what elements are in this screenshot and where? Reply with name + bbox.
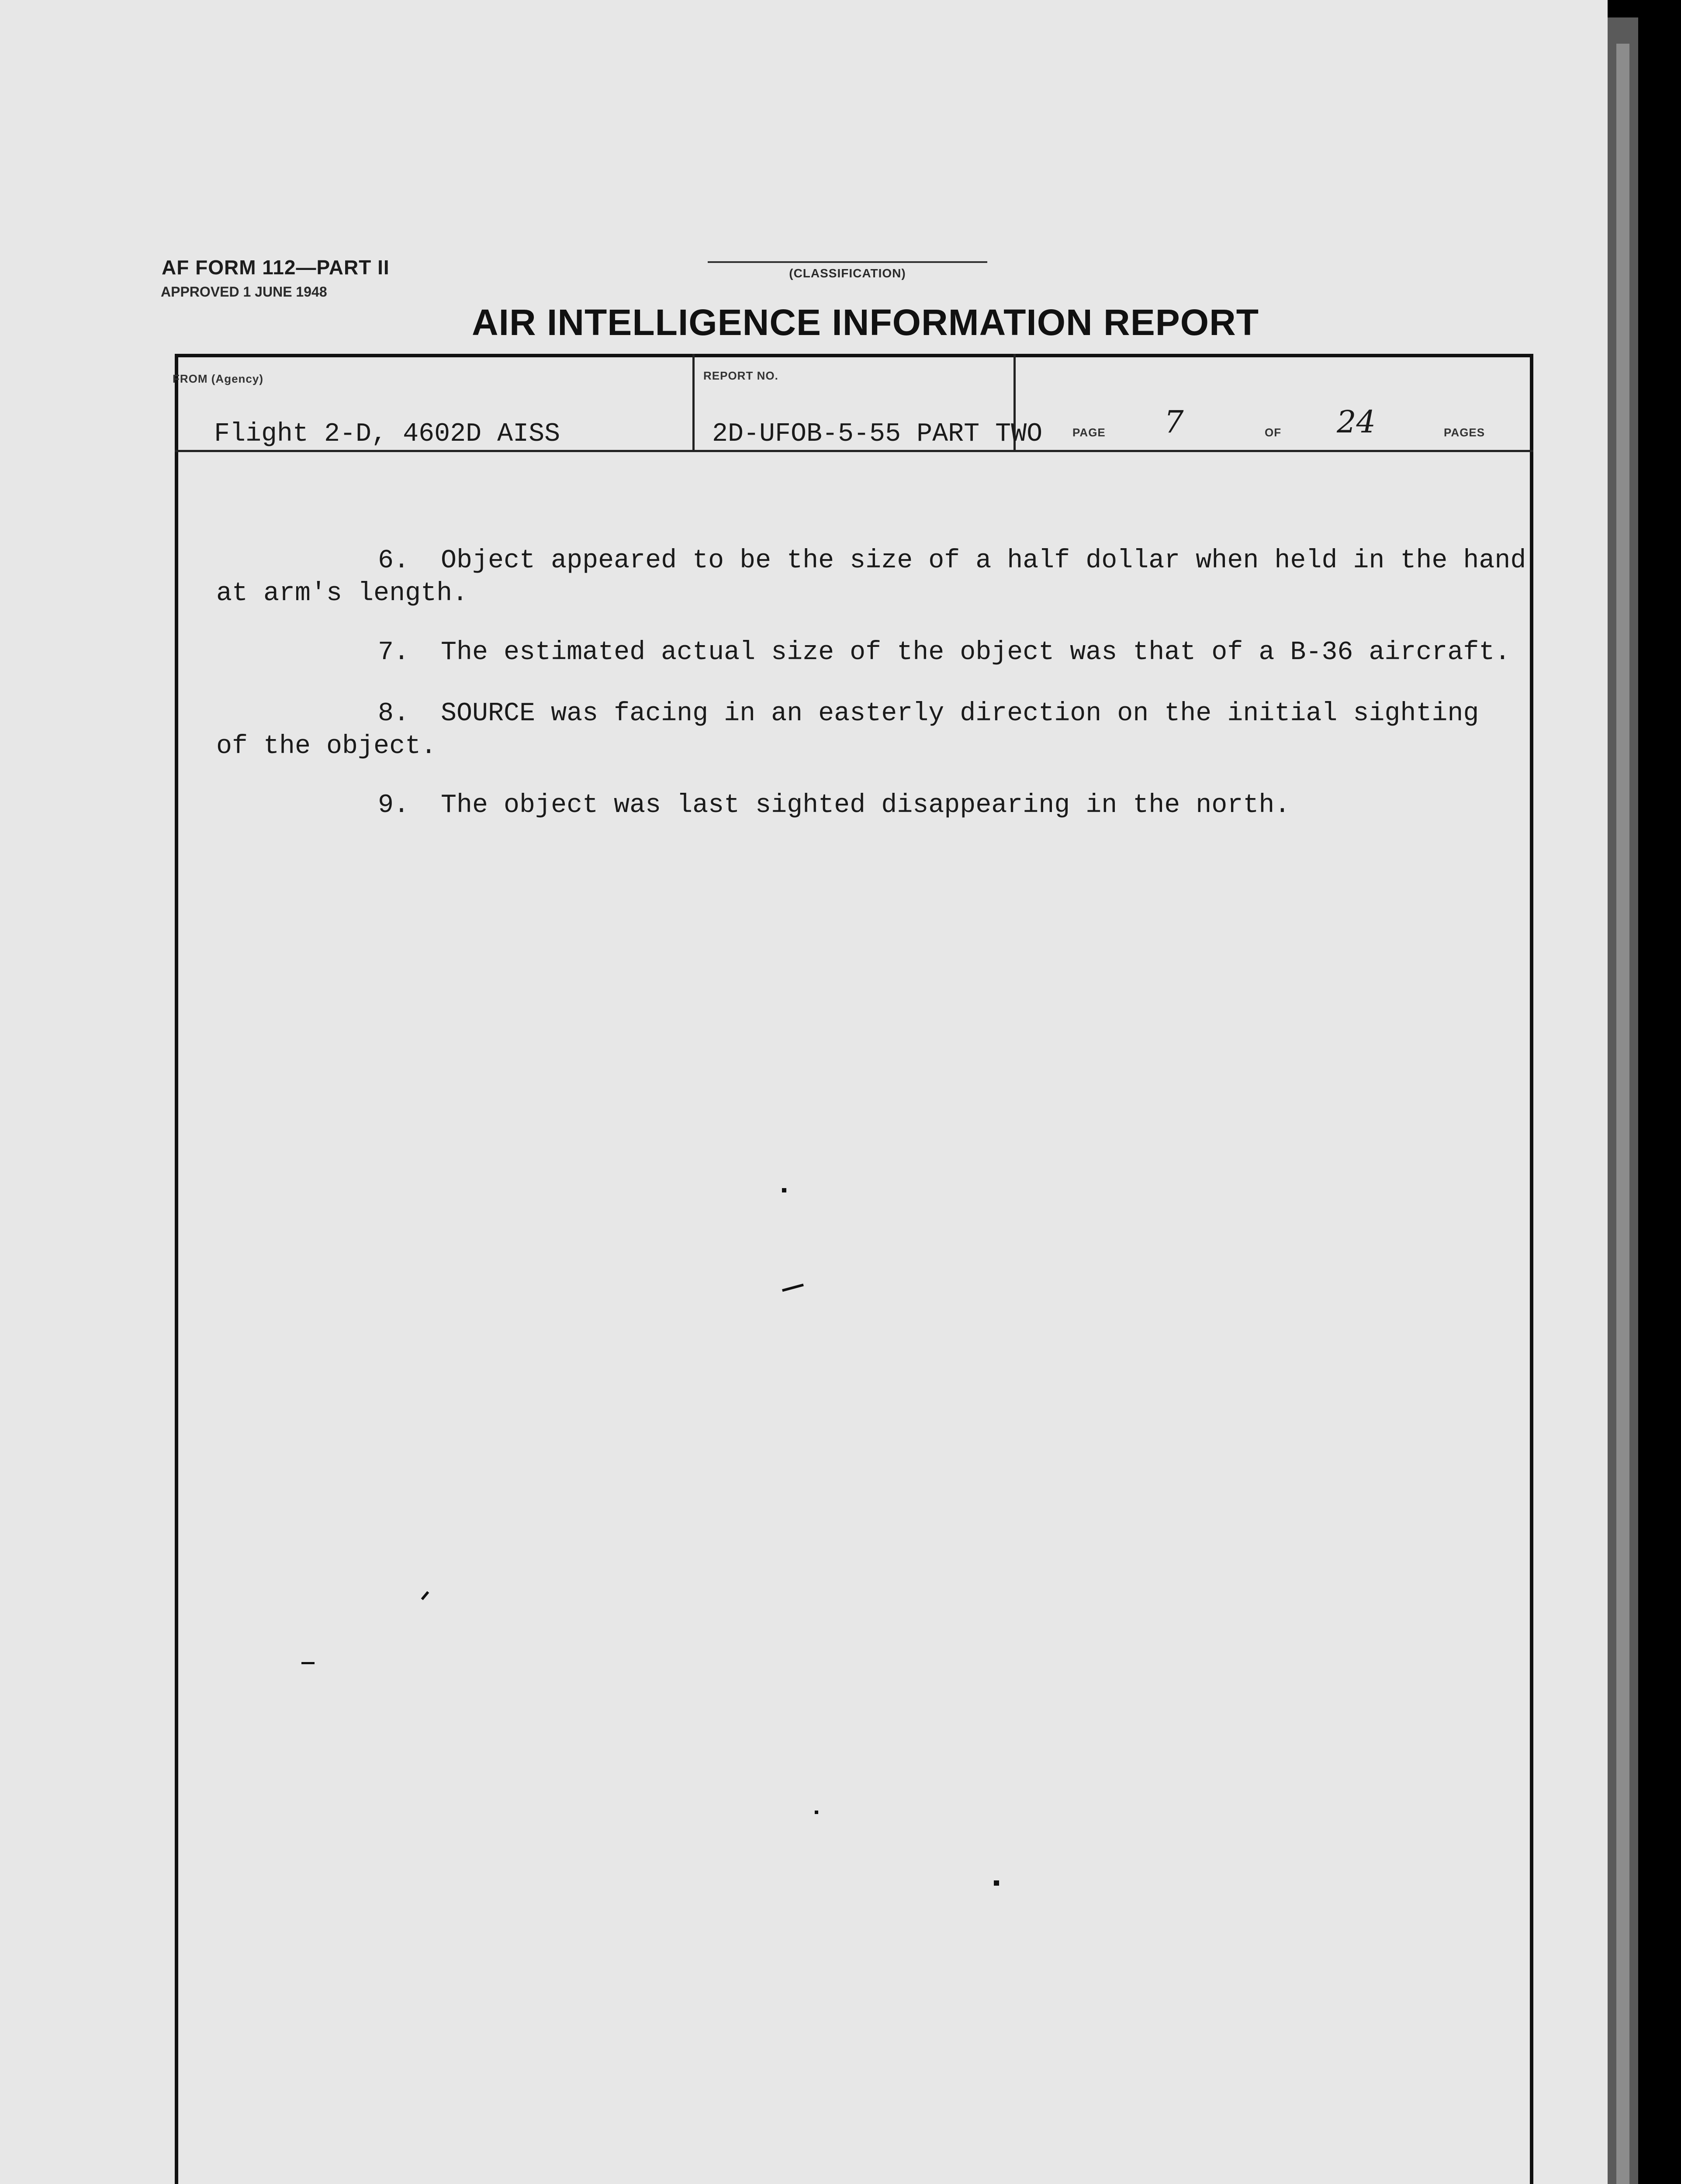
report-no-label: REPORT NO. — [703, 369, 778, 382]
paragraph-9: 9. The object was last sighted disappearing in the north. — [378, 791, 1290, 820]
total-pages: 24 — [1337, 404, 1376, 440]
approval-date: APPROVED 1 JUNE 1948 — [161, 284, 327, 300]
report-body-box — [175, 354, 1533, 2184]
header-row-divider — [175, 450, 1533, 452]
scan-speck — [994, 1880, 999, 1886]
from-value: Flight 2-D, 4602D AISS — [214, 419, 560, 449]
page-number: 7 — [1164, 404, 1184, 440]
paragraph-8-line-2: of the object. — [216, 732, 437, 761]
scan-speck — [301, 1662, 315, 1664]
paragraph-6-line-2: at arm's length. — [216, 579, 468, 608]
paragraph-6-line-1: 6. Object appeared to be the size of a half dollar when held in the hand — [378, 546, 1526, 576]
of-label: OF — [1265, 426, 1282, 439]
scan-speck — [815, 1811, 818, 1814]
paragraph-8-line-1: 8. SOURCE was facing in an easterly direction on the initial sighting — [378, 699, 1479, 729]
from-label: FROM (Agency) — [173, 372, 263, 385]
report-no-value: 2D-UFOB-5-55 PART TWO — [712, 419, 1043, 449]
page-edge-highlight — [1616, 44, 1629, 2184]
form-id: AF FORM 112—PART II — [162, 256, 390, 279]
classification-label-top: (CLASSIFICATION) — [789, 266, 906, 280]
header-divider-1 — [692, 354, 695, 451]
pages-label: PAGES — [1444, 426, 1485, 439]
report-title: AIR INTELLIGENCE INFORMATION REPORT — [472, 302, 1259, 343]
page-label: PAGE — [1072, 426, 1106, 439]
scan-speck — [782, 1188, 786, 1192]
paragraph-7: 7. The estimated actual size of the object was that of a B-36 aircraft. — [378, 638, 1511, 667]
classification-line-top — [708, 261, 987, 263]
